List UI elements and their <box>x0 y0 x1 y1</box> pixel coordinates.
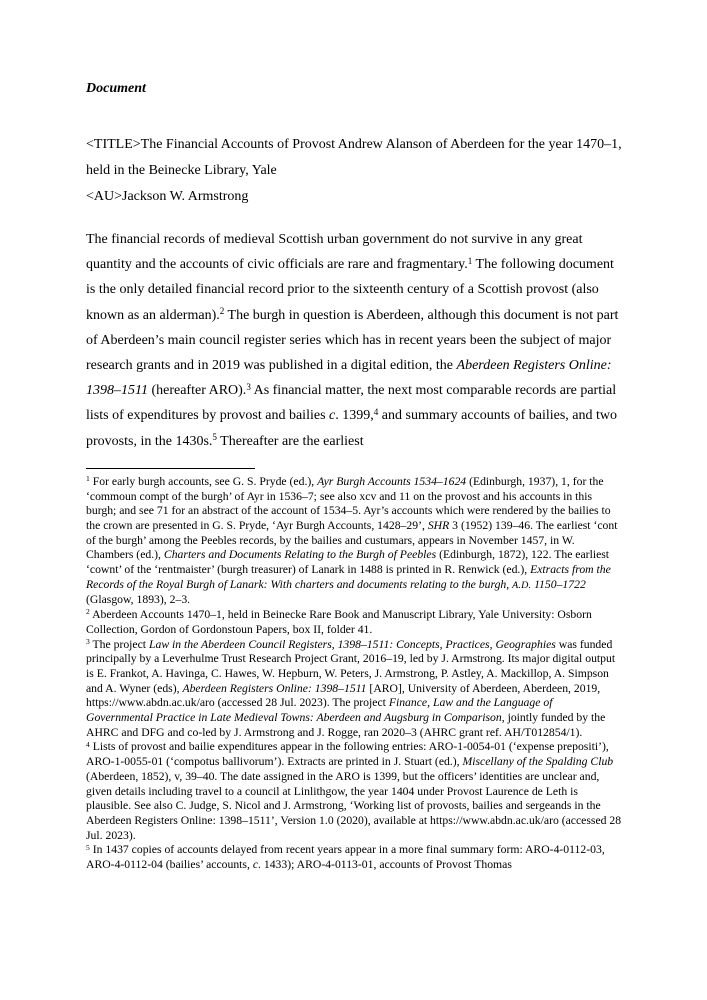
emphasized-text-run: Miscellany of the Spalding Club <box>462 755 614 769</box>
footnote-marker: 4 <box>373 406 379 417</box>
text-run: The burgh in question is Aberdeen, although this document is not part of Aberdeen’s main council register series which has in recent years been the subject of major research grants and in 2019 was published in a digital edition, the <box>86 307 619 374</box>
text-run: <AU>Jackson W. Armstrong <box>86 189 249 204</box>
footnote-marker: 4 <box>86 739 90 749</box>
text-run: 3 (1952) 139–46. The earliest ‘cont of the burgh’ among the Peebles records, by the bailies and custumars, appears in November 1457, in W. Chambers (ed.), <box>86 518 618 562</box>
emphasized-text-run: Aberdeen Registers Online: 1398–1511 <box>182 681 367 695</box>
text-run: (Edinburgh, 1937), 1, for the ‘commoun compt of the burgh’ of Ayr in 1536–7; see also xcv and 11 on the provost and his accounts in this burgh; and see 71 for an abstract of the account of 1534–5. Ayr’s accounts which were rendered by the bailies to the crown are presented in G. S. Pryde, ‘Ayr Burgh Accounts, 1428–29’, <box>86 474 611 532</box>
text-run: . 1399, <box>335 408 374 424</box>
text-run: In 1437 copies of accounts delayed from recent years appear in a more final summary form: ARO-4-0112-03, ARO-4-0112-04 (bailies’ accounts, <box>86 843 605 872</box>
emphasized-text-run: Charters and Documents Relating to the Burgh of Peebles <box>163 548 437 562</box>
emphasized-text-run: Aberdeen Registers Online: 1398–1511 <box>86 358 612 399</box>
text-run: (Edinburgh, 1872), 122. The earliest ‘cownt’ of the ‘rentmaister’ (burgh treasurer) of Lanark in 1488 is printed in R. Renwick (ed.), <box>86 548 610 577</box>
text-run: , jointly funded by the AHRC and DFG and co-led by J. Armstrong and J. Rogge, ran 2020–3 (AHRC grant ref. AH/T012854/1). <box>86 711 606 739</box>
emphasized-text-run: Extracts from the Records of the Royal Burgh of Lanark: With charters and documents relating to the burgh, <box>86 563 611 591</box>
footnote-3 <box>86 638 622 741</box>
text-run: As financial matter, the next most comparable records are partial lists of expenditures by provost and bailies <box>86 383 617 424</box>
footnote-marker: 5 <box>86 842 90 852</box>
emphasized-text-run: 1150–1722 <box>531 577 586 591</box>
footnote-marker: 3 <box>246 381 251 392</box>
text-run: Aberdeen Accounts 1470–1, held in Beinecke Rare Book and Manuscript Library, Yale University: Osborn Collection, Gordon of Gordonstoun Papers, box II, folder 41. <box>86 608 592 636</box>
emphasized-text-run: c <box>329 408 336 424</box>
footnote-separator <box>86 468 255 469</box>
page-content <box>86 0 622 873</box>
footnote-marker: 1 <box>467 255 473 266</box>
footnote-1 <box>86 475 622 608</box>
footnote-marker: 5 <box>212 432 217 443</box>
emphasized-text-run: Ayr Burgh Accounts 1534–1624 <box>317 474 467 488</box>
footnote-marker: 3 <box>86 636 90 646</box>
footnote-marker: 2 <box>86 607 90 617</box>
emphasized-text-run: SHR <box>427 518 450 532</box>
footnote-4 <box>86 740 622 843</box>
text-run: The following document is the only detailed financial record prior to the sixteenth century of a Scottish provost (also known as an alderman). <box>86 257 614 323</box>
text-run: was funded principally by a Leverhulme Trust Research Project Grant, 2016–19, led by J. Armstrong. Its major digital output is E. Frankot, A. Havinga, C. Hawes, W. Hepburn, W. Peters, J. Armstrong, P. Astley, A. Mackillop, A. Simpson and A. Wyner (eds), <box>86 637 616 695</box>
text-run: (Aberdeen, 1852), v, 39–40. The date assigned in the ARO is 1399, but the officers’ identities are unclear and, given details including travel to a council at Linlithgow, the year 1404 under Provost Laurence de Leth is plausible. See also C. Judge, S. Nicol and J. Armstrong, ‘Working list of provosts, bailies and sergeands in the Aberdeen Registers Online: 1398–1511’, Version 1.0 (2020), available at https://www.abdn.ac.uk/aro (accessed 28 Jul. 2023). <box>86 769 622 842</box>
emphasized-text-run: A.D. <box>512 579 532 591</box>
document-label: Document <box>86 81 146 96</box>
footnotes-section <box>86 475 622 873</box>
text-run: For early burgh accounts, see G. S. Pryde (ed.), <box>89 474 318 488</box>
emphasized-text-run: Finance, Law and the Language of Governmental Practice in Late Medieval Towns: Aberdeen and Augsburg in Comparison <box>86 696 553 725</box>
footnote-marker: 1 <box>86 474 90 484</box>
text-run: [ARO], University of Aberdeen, Aberdeen, 2019, https://www.abdn.ac.uk/aro (accessed 28 Jul. 2023). The project <box>86 681 601 710</box>
footnote-2 <box>86 608 622 637</box>
body-paragraph <box>86 227 622 454</box>
text-run: The project <box>89 637 149 651</box>
title-paragraph <box>86 132 622 184</box>
text-run: and summary accounts of bailies, and two provosts, in the 1430s. <box>86 408 618 449</box>
title-block <box>86 132 622 210</box>
emphasized-text-run: Law in the Aberdeen Council Registers, 1398–1511: Concepts, Practices, Geographies <box>148 637 556 651</box>
text-run: (hereafter ARO). <box>147 383 247 399</box>
author-paragraph <box>86 184 622 210</box>
text-run: . 1433); ARO-4-0113-01, accounts of Provost Thomas <box>258 858 512 872</box>
text-run: (Glasgow, 1893), 2–3. <box>86 593 191 607</box>
text-run: The financial records of medieval Scottish urban government do not survive in any great quantity and the accounts of civic officials are rare and fragmentary. <box>86 232 583 273</box>
text-run: Thereafter are the earliest <box>216 433 364 449</box>
text-run: Lists of provost and bailie expenditures appear in the following entries: ARO-1-0054-01 (‘expense prepositi’), ARO-1-0055-01 (‘compotus ballivorum’). Extracts are printed in J. Stuart (ed.), <box>86 740 609 769</box>
footnote-5 <box>86 843 622 872</box>
text-run: <TITLE>The Financial Accounts of Provost Andrew Alanson of Aberdeen for the year 1470–1, held in the Beinecke Library, Yale <box>86 137 622 178</box>
emphasized-text-run: c <box>252 858 259 872</box>
footnote-marker: 2 <box>219 306 225 317</box>
